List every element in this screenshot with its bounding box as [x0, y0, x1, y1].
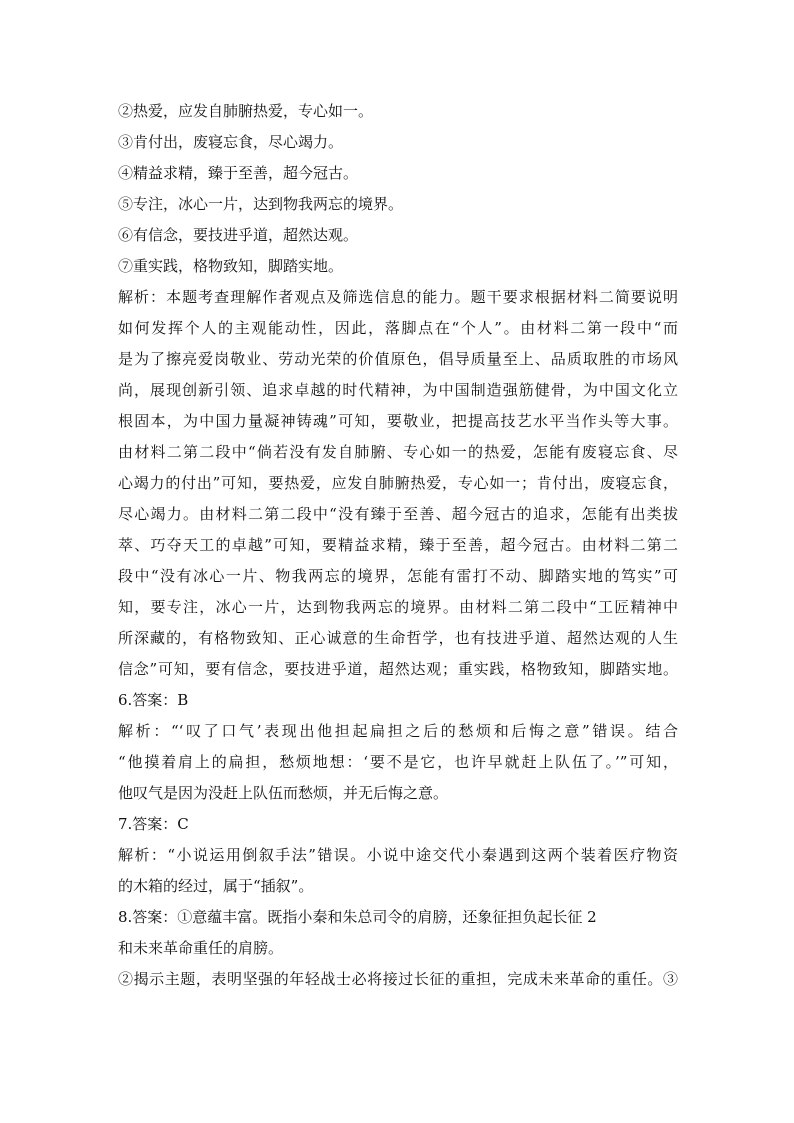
- text-line: ③肯付出，废寝忘食，尽心竭力。: [118, 133, 344, 151]
- text-line: 萃、巧夺天工的卓越”可知，要精益求精，臻于至善，超今冠古。由材料二第二: [118, 536, 678, 554]
- text-line: 尽心竭力。由材料二第二段中“没有臻于至善、超今冠古的追求，怎能有出类拔: [118, 505, 678, 523]
- text-line: 6.答案：B: [118, 691, 189, 709]
- text-line: 所深藏的，有格物致知、正心诚意的生命哲学，也有技进乎道、超然达观的人生: [118, 629, 678, 647]
- text-line: 的木箱的经过，属于“插叙”。: [118, 877, 314, 895]
- text-line: 段中“没有冰心一片、物我两忘的境界，怎能有雷打不动、脚踏实地的笃实”可: [118, 567, 678, 585]
- text-line: ⑥有信念，要技进乎道，超然达观。: [118, 226, 359, 244]
- text-line: 心竭力的付出”可知，要热爱，应发自肺腑热爱，专心如一；肯付出，废寝忘食，: [118, 474, 678, 492]
- text-line: 根固本，为中国力量凝神铸魂”可知，要敬业，把提高技艺水平当作头等大事。: [118, 412, 678, 430]
- text-line: ④精益求精，臻于至善，超今冠古。: [118, 164, 359, 182]
- text-line: ②热爱，应发自肺腑热爱，专心如一。: [118, 102, 374, 120]
- text-line: 解析：“小说运用倒叙手法”错误。小说中途交代小秦遇到这两个装着医疗物资: [118, 846, 678, 864]
- document-page: [118, 96, 678, 995]
- text-line: ②揭示主题，表明坚强的年轻战士必将接过长征的重担，完成未来革命的重任。③: [118, 970, 678, 988]
- text-line: ⑦重实践，格物致知，脚踏实地。: [118, 257, 344, 275]
- text-line: 解析：本题考查理解作者观点及筛选信息的能力。题干要求根据材料二简要说明: [118, 288, 678, 306]
- text-line: 由材料二第二段中“倘若没有发自肺腑、专心如一的热爱，怎能有废寝忘食、尽: [118, 443, 678, 461]
- text-line: ⑤专注，冰心一片，达到物我两忘的境界。: [118, 195, 404, 213]
- text-line: 尚，展现创新引领、追求卓越的时代精神，为中国制造强筋健骨，为中国文化立: [118, 381, 678, 399]
- text-line: 解析：“‘叹了口气’表现出他担起扁担之后的愁烦和后悔之意”错误。结合: [118, 722, 678, 740]
- text-line: 他叹气是因为没赶上队伍而愁烦，并无后悔之意。: [118, 784, 449, 802]
- text-line: “他摸着肩上的扁担，愁烦地想：‘要不是它，也许早就赶上队伍了。’”可知，: [118, 753, 678, 771]
- text-line: 和未来革命重任的肩膀。: [118, 939, 284, 957]
- text-line: 是为了擦亮爱岗敬业、劳动光荣的价值原色，倡导质量至上、品质取胜的市场风: [118, 350, 678, 368]
- text-line: 如何发挥个人的主观能动性，因此，落脚点在“个人”。由材料二第一段中“而: [118, 319, 678, 337]
- text-line: 8.答案：①意蕴丰富。既指小秦和朱总司令的肩膀，还象征担负起长征 2: [118, 908, 597, 926]
- text-line: 知，要专注，冰心一片，达到物我两忘的境界。由材料二第二段中“工匠精神中: [118, 598, 678, 616]
- text-line: 信念”可知，要有信念，要技进乎道，超然达观；重实践，格物致知，脚踏实地。: [118, 660, 678, 678]
- text-line: 7.答案：C: [118, 815, 189, 833]
